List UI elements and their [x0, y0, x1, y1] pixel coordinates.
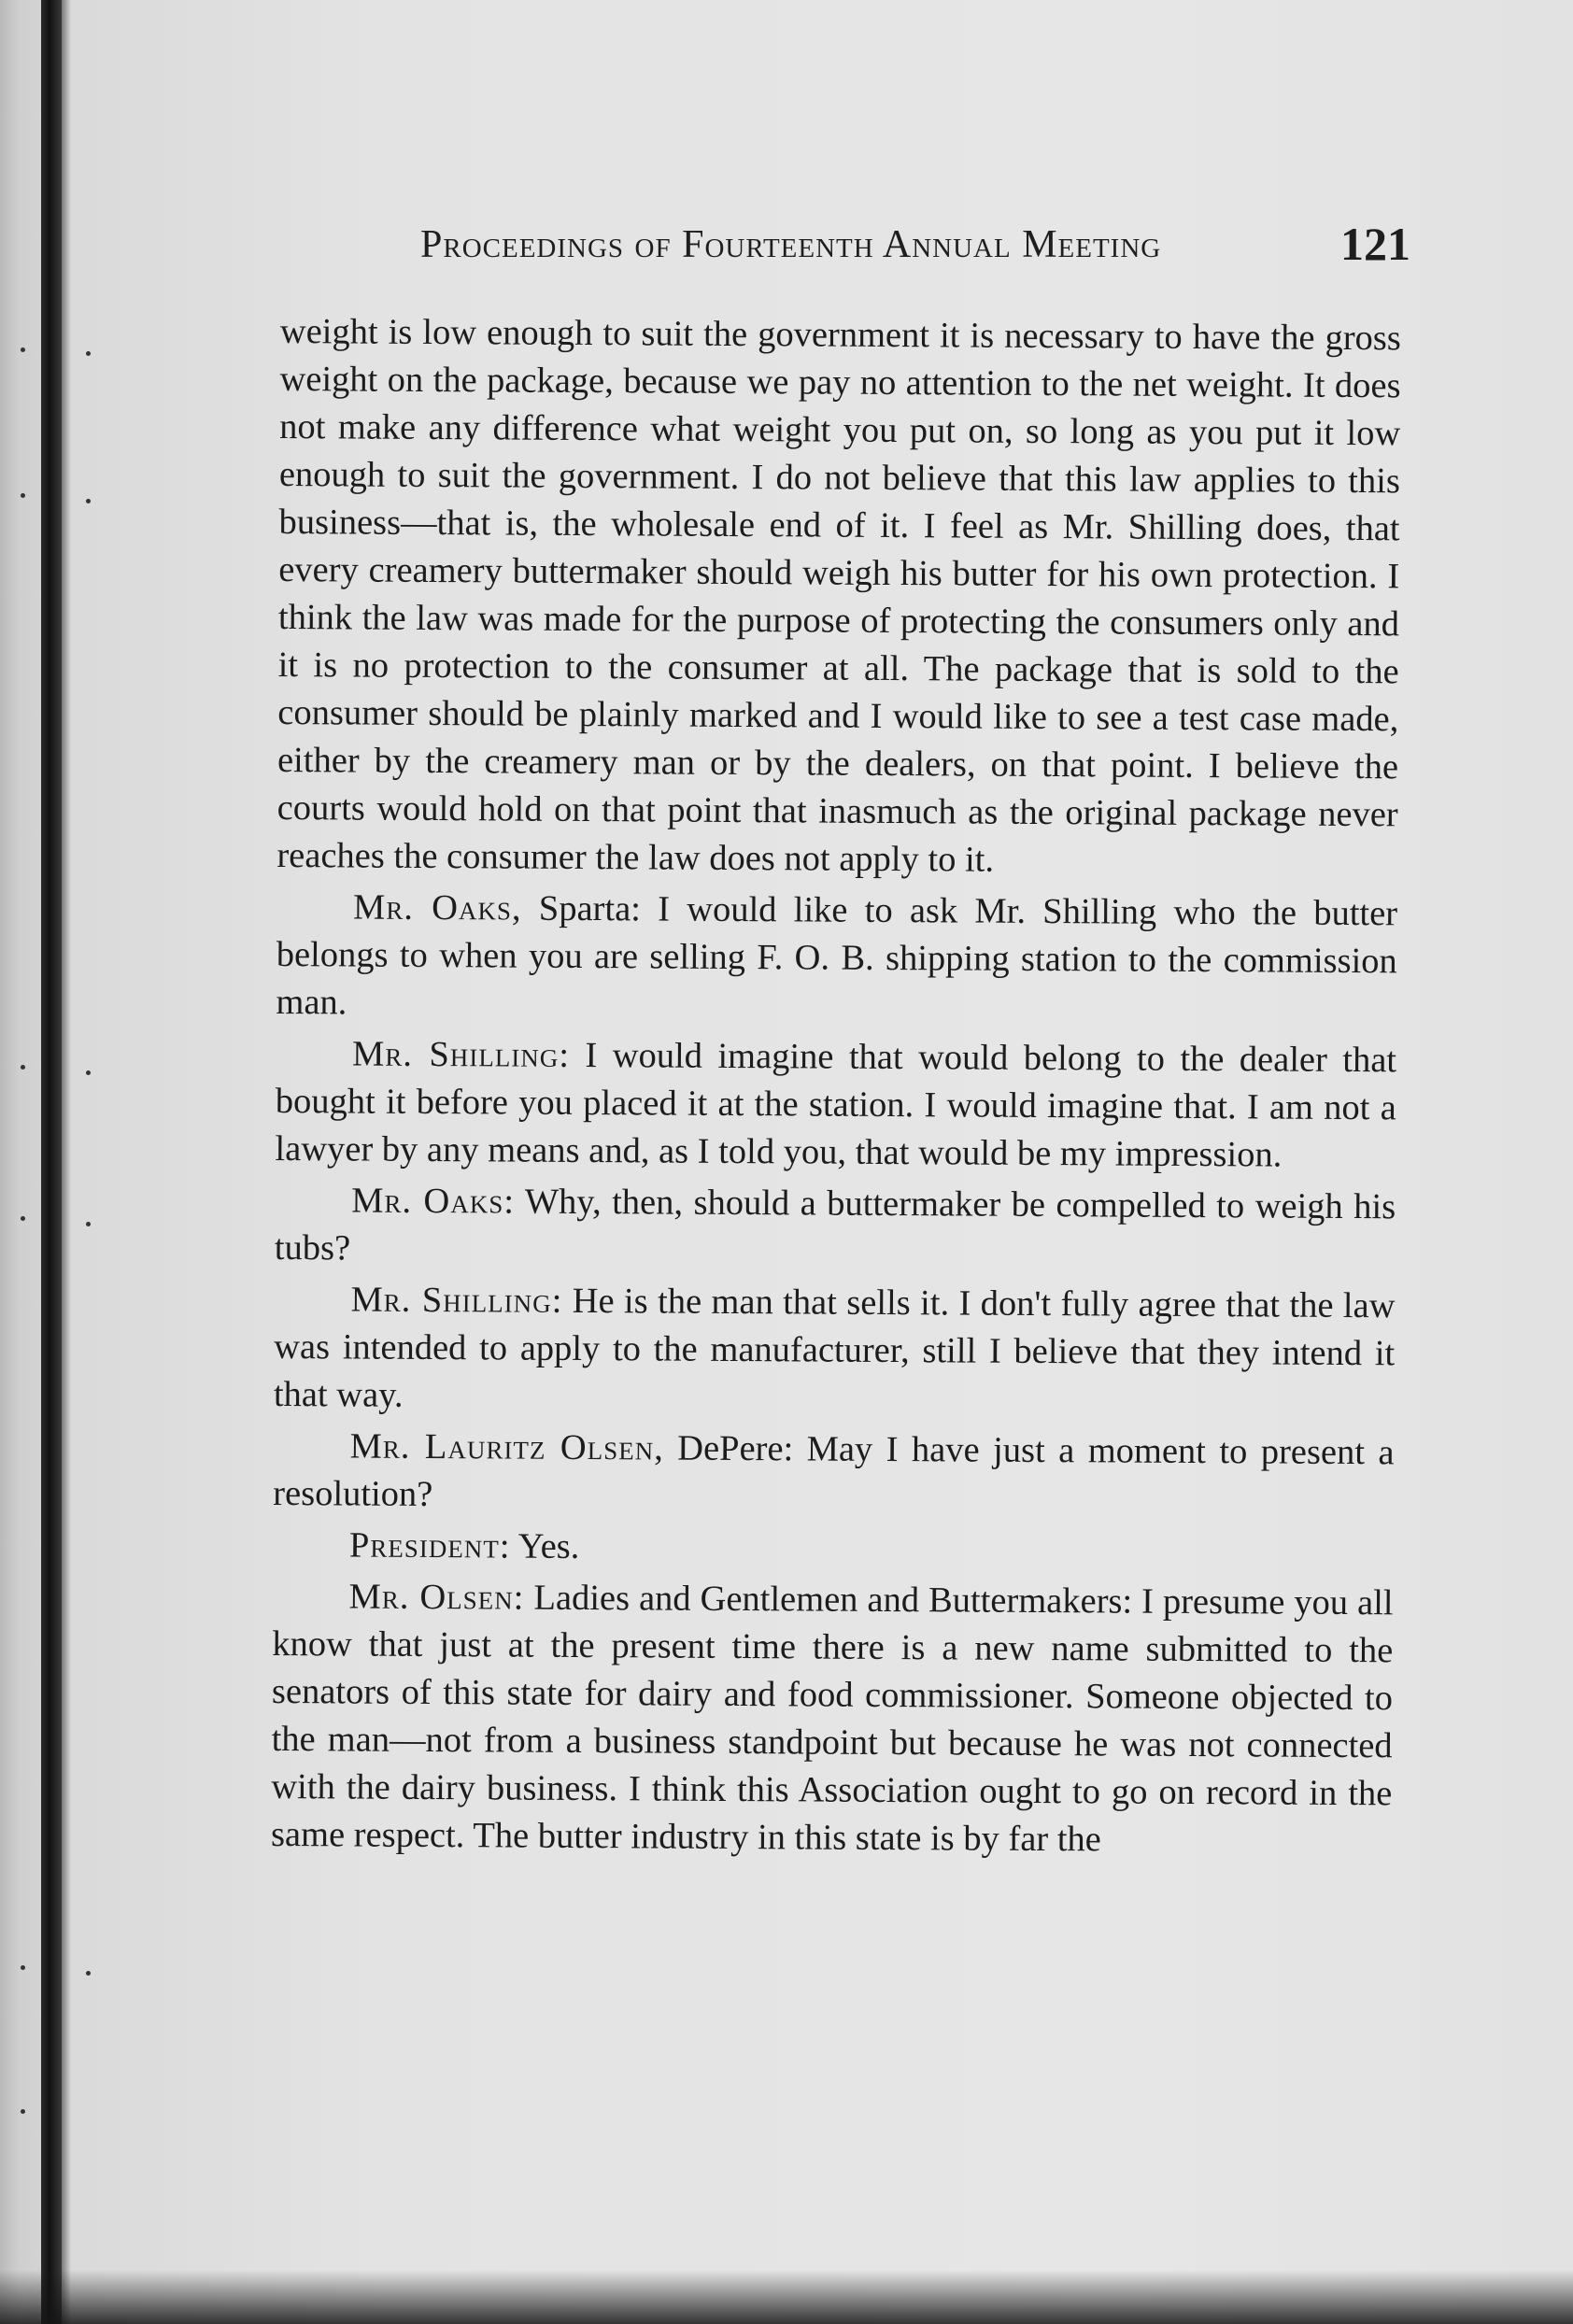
paragraph: [275, 1177, 1396, 1279]
margin-speck: [21, 1216, 25, 1221]
paragraph: [276, 308, 1401, 886]
speaker-name: President:: [348, 1525, 511, 1566]
margin-speck: [86, 1971, 91, 1976]
speaker-name: Mr. Oaks,: [352, 887, 522, 928]
paragraph: [275, 1030, 1396, 1180]
paragraph-text: He is the man that sells it. I don't fully agree that the law was intended to apply to the manufacturer, still I believe that they intend it that way.: [273, 1281, 1396, 1415]
margin-speck: [21, 493, 25, 498]
paragraph-text: Ladies and Gentlemen and Buttermakers: I presume you all know that just at the present time there is a new name submitted to the senators of this state for dairy and food commissioner. Someone objected to the man—not from a business standpoint but because he was not connected with the dairy business. I think this Association ought to go on record in the same respect. The butter industry in this state is by far the: [270, 1578, 1394, 1860]
speaker-name: Mr. Shilling:: [350, 1280, 563, 1321]
paragraph: [274, 1276, 1396, 1425]
margin-speck: [21, 1065, 25, 1070]
paragraph: [273, 1423, 1395, 1524]
page-number: 121: [1340, 218, 1410, 270]
paragraph: [271, 1573, 1394, 1865]
margin-speck: [21, 2109, 25, 2114]
page-header: [420, 213, 1410, 278]
book-binding: [41, 0, 62, 2324]
paragraph-text: Yes.: [510, 1526, 580, 1566]
margin-speck: [86, 1222, 91, 1226]
margin-speck: [86, 1070, 91, 1075]
paragraph-text: Why, then, should a buttermaker be compelled to weigh his tubs?: [274, 1182, 1396, 1268]
speaker-name: Mr. Shilling:: [351, 1034, 571, 1075]
page-body: [271, 308, 1401, 1869]
paragraph-text: Sparta: I would like to ask Mr. Shilling who the butter belongs to when you are selling F. O. B. shipping station to the commission man.: [276, 888, 1398, 1023]
page-bottom-shadow: [0, 2270, 1573, 2324]
paragraph: [273, 1522, 1394, 1576]
running-head: Proceedings of Fourteenth Annual Meeting: [420, 223, 1162, 266]
margin-speck: [86, 499, 91, 503]
margin-speck: [21, 347, 25, 352]
paragraph-text: DePere: May I have just a moment to present a resolution?: [273, 1428, 1395, 1515]
speaker-name: Mr. Olsen:: [348, 1577, 525, 1618]
paragraph: [276, 884, 1397, 1033]
paragraph-text: I would imagine that would belong to the dealer that bought it before you placed it at the station. I would imagine that. I am not a lawyer by any means and, as I told you, that would be my impression.: [275, 1035, 1397, 1175]
speaker-name: Mr. Oaks:: [351, 1181, 516, 1222]
speaker-name: Mr. Lauritz Olsen,: [349, 1426, 664, 1468]
paragraph-text: weight is low enough to suit the government it is necessary to have the gross weight on the package, because we pay no attention to the net weight. It does not make any difference what weight you put on, so long as you put it low enough to suit the government. I do not believe that this law applies to this business—that is, the wholesale end of it. I feel as Mr. Shilling does, that every creamery buttermaker should weigh his butter for his own protection. I think the law was made for the purpose of protecting the consumers only and it is no protection to the consumer at all. The package that is sold to the consumer should be plainly marked and I would like to see a test case made, either by the creamery man or by the dealers, on that point. I believe the courts would hold on that point that inasmuch as the original package never reaches the consumer the law does not apply to it.: [276, 311, 1401, 880]
margin-speck: [21, 1965, 25, 1970]
binding-shadow: [62, 0, 71, 2324]
margin-speck: [86, 351, 91, 356]
